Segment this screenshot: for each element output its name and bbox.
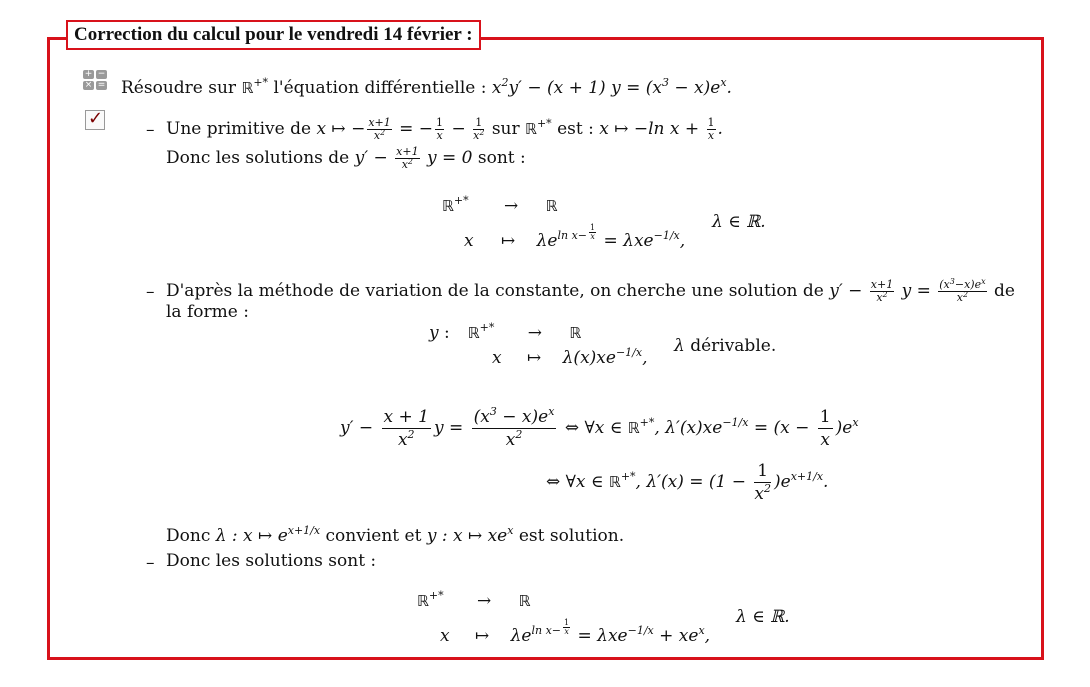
lambda-set-1: λ ∈ ℝ. [712,212,766,232]
item3-line: Donc les solutions sont : [166,551,377,571]
item1-line1: Une primitive de x ↦ − $\frac{x+1}{x^2}$ = − $\frac{1}{x}$ − $\frac{1}{x^2}$ sur ℝ+* est : x ↦ −ln x + $\frac{1}{x}$ . [166,116,723,142]
conclusion-line: Donc λ : x ↦ $e^{x+1/x}$ convient et y : x ↦ $xe^x$ est solution. [166,524,625,546]
y-map-domain: y : ℝ+* → ℝ [429,321,582,343]
item2-line2: la forme : [166,302,249,322]
statement-text-2: l'équation différentielle : [273,78,487,98]
final-map-domain: ℝ+* → ℝ [417,589,531,611]
item1-line2: Donc les solutions de y′ − $\frac{x+1}{x^2}$ y = 0 sont : [166,145,526,171]
item1-line2-a: Donc les solutions de [166,148,350,168]
conclusion-text-c: est solution. [518,526,625,546]
item1-text-c: est : [557,119,594,139]
bullet-dash: – [146,120,155,140]
derivable-note: λ dérivable. [674,336,777,356]
solution-map-rule: x ↦ $\lambda e^{ln x- \frac{1}{x}}$ = λxe$^{-1/x}$, [464,223,686,251]
item2-text-b: de [994,281,1015,301]
page-title: Correction du calcul pour le vendredi 14 février : [66,20,481,50]
conclusion-text-a: Donc [166,526,211,546]
item1-line2-b: sont : [477,148,526,168]
problem-statement: Résoudre sur ℝ+* l'équation différentielle : $x^2y' - (x + 1) y = (x^3 - x)e^x$. [121,76,732,98]
checkbox-checked-icon: ✓ [85,110,105,130]
item2-line1: D'après la méthode de variation de la constante, on cherche une solution de y′ − $\frac{x+1}{x^2}$ y = $\frac{(x^3-x)e^x}{x^2}$ de [166,277,1015,304]
item1-text-a: Une primitive de [166,119,312,139]
item2-text-a: D'après la méthode de variation de la constante, on cherche une solution de [166,281,824,301]
y-map-rule: x ↦ $\lambda(x)xe^{-1/x}$, [492,346,648,368]
calculator-icon: + − × = [84,69,106,90]
solution-map-domain: ℝ+* → ℝ [442,194,558,216]
final-map-rule: x ↦ $\lambda e^{ln x- \frac{1}{x}}$ = $\lambda xe^{-1/x} + xe^x$, [440,618,711,646]
bullet-dash: – [146,282,155,302]
lambda-set-2: λ ∈ ℝ. [736,607,790,627]
equivalence-line-2: ⇔ ∀x ∈ ℝ+*, λ′(x) = (1 − $\frac{1}{x^2}$ )$e^{x+1/x}$. [546,461,829,504]
conclusion-text-b: convient et [325,526,422,546]
equivalence-line-1: y′ − $\frac{x + 1}{x^2}$ y = $\frac{(x^3 - x)e^x}{x^2}$ ⇔ ∀x ∈ ℝ+*, $\lambda'(x)xe^{-1/x} = (x$ − $\frac{1}{x}$ )$e^x$ [340,405,859,450]
bullet-dash: – [146,553,155,573]
item1-text-b: sur [491,119,520,139]
derivable-text: dérivable. [690,336,777,356]
statement-text: Résoudre sur [121,78,237,98]
